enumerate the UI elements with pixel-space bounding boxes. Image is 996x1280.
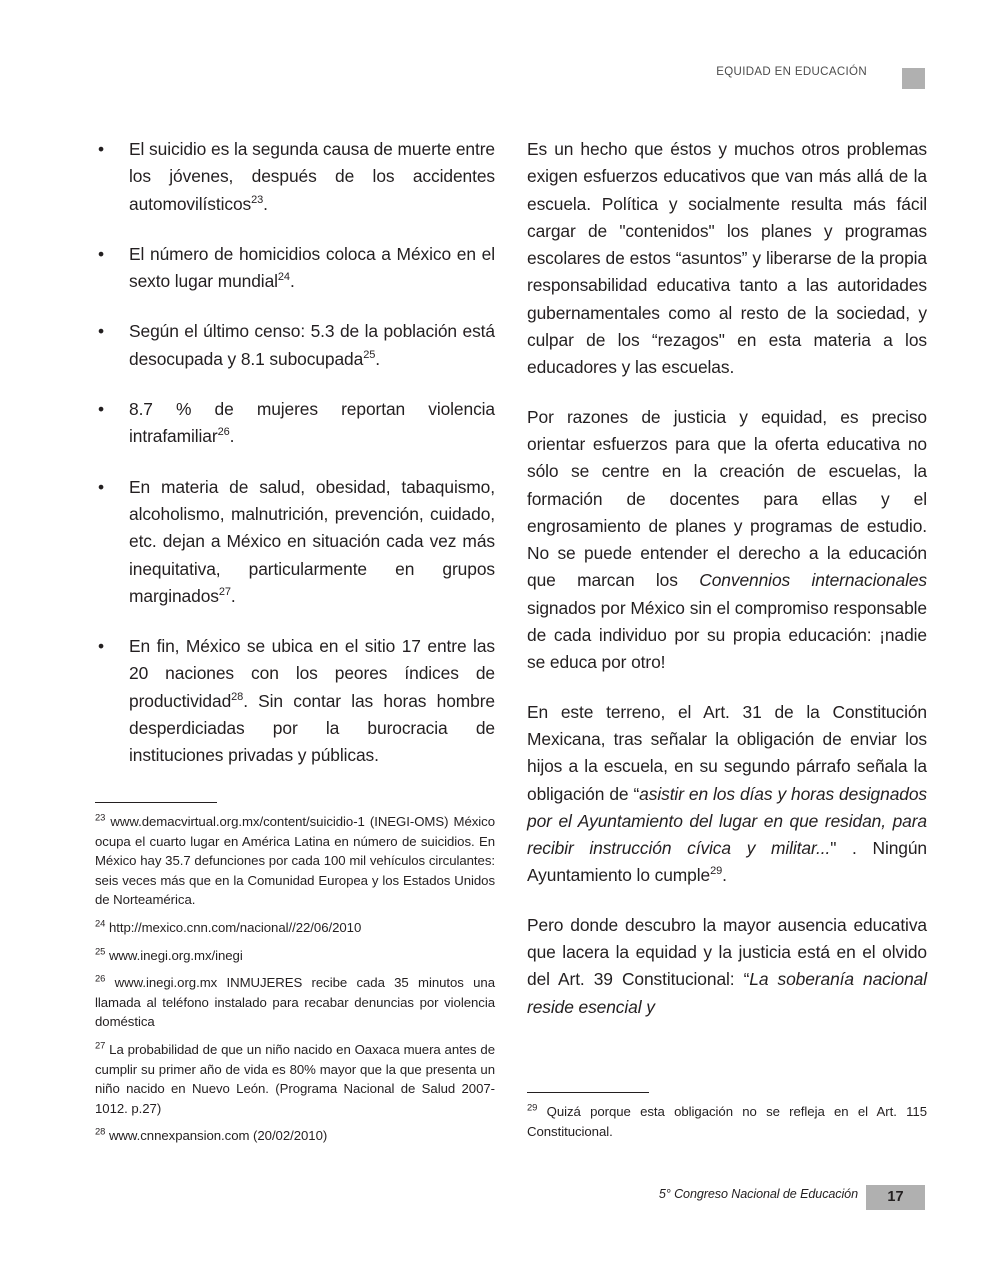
- bullet-marker: •: [98, 321, 104, 342]
- list-item: [95, 633, 495, 769]
- footnote-text: www.cnnexpansion.com (20/02/2010): [108, 1128, 328, 1144]
- bullet-marker: •: [98, 399, 104, 420]
- paragraph-text: Es un hecho que éstos y muchos otros problemas exigen esfuerzos educativos que van más allá de la escuela. Política y socialmente resulta más fácil cargar de "contenidos" los planes y programas escolares de estos “asuntos” y liberarse de la propia responsabilidad educativa tanto a las autoridades gubernamentales como al resto de la sociedad, y culpar de los “rezagos" en esta materia a los educadores y las escuelas.: [527, 139, 927, 378]
- paragraph-text: En este terreno, el Art. 31 de la Constitución Mexicana, tras señalar la obligación de enviar los hijos a la escuela, en su segundo párrafo señala la obligación de “: [527, 701, 927, 804]
- footnote-ref[interactable]: 29: [710, 865, 723, 878]
- bullet-list: [95, 136, 495, 770]
- list-item: [95, 396, 495, 451]
- italic-quotation: La soberanía nacional reside esencial y: [527, 969, 927, 1017]
- footnote-number: 25: [95, 945, 106, 957]
- footnote-text: www.inegi.org.mx/inegi: [108, 947, 243, 963]
- page-number-box: [866, 1185, 925, 1210]
- italic-quotation: asistir en los días y horas designados por el Ayuntamiento del lugar en que residan, para recibir instrucción cívica y militar...: [527, 783, 928, 859]
- footnote-entry: [95, 973, 495, 1032]
- list-item-text-tail: . Sin contar las horas hombre desperdiciadas por la burocracia de instituciones privadas y públicas.: [129, 690, 495, 766]
- footnote-separator-rule: [95, 802, 217, 803]
- right-footnotes: [527, 1092, 927, 1141]
- footnote-entry: [95, 918, 495, 938]
- list-item-text-tail: .: [289, 271, 295, 292]
- paragraph: [527, 404, 927, 677]
- footnote-separator-rule: [527, 1092, 649, 1093]
- bullet-marker: •: [98, 243, 104, 264]
- list-item: [95, 318, 495, 373]
- running-header-title: EQUIDAD EN EDUCACIÓN: [716, 66, 867, 78]
- paragraph-text-tail: signados por México sin el compromiso responsable de cada individuo por su propia educación: ¡nadie se educa por otro!: [527, 597, 927, 673]
- footnote-number: 29: [527, 1101, 538, 1113]
- footnote-entry: [95, 946, 495, 966]
- footnote-ref[interactable]: 26: [217, 426, 230, 439]
- footnote-ref[interactable]: 28: [231, 690, 244, 703]
- footnote-number: 26: [95, 972, 106, 984]
- bullet-marker: •: [98, 476, 104, 497]
- paragraph-text-tail: " . Ningún Ayuntamiento lo cumple: [527, 838, 927, 886]
- running-header: [95, 64, 925, 92]
- list-item-text-tail: .: [375, 348, 380, 369]
- list-item-text-tail: .: [263, 193, 268, 214]
- footer-title: 5° Congreso Nacional de Educación: [658, 1187, 858, 1201]
- paragraph-text: Pero donde descubro la mayor ausencia educativa que lacera la equidad y la justicia está en el olvido del Art. 39 Constitucional: “: [527, 914, 927, 990]
- footnote-ref[interactable]: 24: [277, 271, 290, 284]
- list-item-text: En fin, México se ubica en el sitio 17 entre las 20 naciones con los peores índices de productividad: [129, 636, 495, 711]
- paragraph: [527, 912, 927, 1021]
- footnote-ref[interactable]: 25: [363, 348, 376, 361]
- bullet-marker: •: [98, 139, 104, 159]
- footnote-ref[interactable]: 27: [218, 586, 231, 599]
- footnote-text: www.inegi.org.mx INMUJERES recibe cada 35 minutos una llamada al teléfono instalado para recabar denuncias por violencia doméstica: [95, 975, 495, 1030]
- page-footer: [95, 1183, 925, 1211]
- paragraph: [527, 136, 927, 382]
- footnote-entry: [527, 1102, 927, 1141]
- footnote-number: 24: [95, 917, 106, 929]
- footnote-text: La probabilidad de que un niño nacido en Oaxaca muera antes de cumplir su primer año de vida es 80% mayor que la que presenta un niño nacido en Nuevo León. (Programa Nacional de Salud 2007-1012. p.27): [95, 1041, 495, 1116]
- bullet-marker: •: [98, 636, 104, 657]
- list-item: [95, 474, 495, 610]
- footnote-text: http://mexico.cnn.com/nacional//22/06/2010: [108, 919, 362, 935]
- list-item-text-tail: .: [229, 426, 235, 447]
- page-number: 17: [887, 1189, 904, 1205]
- footnote-text: www.demacvirtual.org.mx/content/suicidio-1 (INEGI-OMS) México ocupa el cuarto lugar en América Latina en número de suicidios. En México hay 35.7 defunciones por cada 100 mil vehículos circulantes: seis veces más que en la Comunidad Europea y los Estados Unidos de Norteamérica.: [95, 814, 495, 908]
- list-item-text: 8.7 % de mujeres reportan violencia intrafamiliar: [129, 399, 495, 447]
- footnote-number: 27: [95, 1039, 106, 1051]
- footnote-entry: [95, 1126, 495, 1146]
- right-column: [527, 136, 927, 1021]
- list-item-text-tail: .: [230, 585, 236, 606]
- footnote-text: Quizá porque esta obligación no se refleja en el Art. 115 Constitucional.: [527, 1104, 928, 1139]
- list-item-text: Según el último censo: 5.3 de la población está desocupada y 8.1 subocupada: [129, 321, 495, 369]
- header-square-mark: [902, 68, 925, 89]
- left-footnotes: [95, 802, 495, 1146]
- footnote-entry: [95, 812, 495, 910]
- footnote-number: 28: [95, 1125, 106, 1137]
- paragraph-text-end: .: [722, 865, 727, 886]
- list-item-text: El número de homicidios coloca a México en el sexto lugar mundial: [129, 243, 495, 292]
- list-item-text: En materia de salud, obesidad, tabaquismo, alcoholismo, malnutrición, prevención, cuidado, etc. dejan a México en situación cada vez más inequitativa, particularmente en grupos marginados: [129, 476, 495, 606]
- list-item: [95, 136, 495, 218]
- paragraph: [527, 699, 927, 890]
- left-column: [95, 136, 495, 770]
- italic-title: Convennios internacionales: [699, 570, 927, 591]
- footnote-number: 23: [95, 811, 106, 823]
- list-item-text: El suicidio es la segunda causa de muerte entre los jóvenes, después de los accidentes automovilísticos: [129, 139, 495, 214]
- list-item: [95, 241, 495, 296]
- footnote-entry: [95, 1040, 495, 1118]
- footnote-ref[interactable]: 23: [251, 193, 264, 206]
- paragraph-text: Por razones de justicia y equidad, es preciso orientar esfuerzos para que la oferta educativa no sólo se centre en la creación de escuelas, la formación de docentes para ellas y el engrosamiento de planes y programas de estudio. No se puede entender el derecho a la educación que marcan los: [527, 406, 927, 591]
